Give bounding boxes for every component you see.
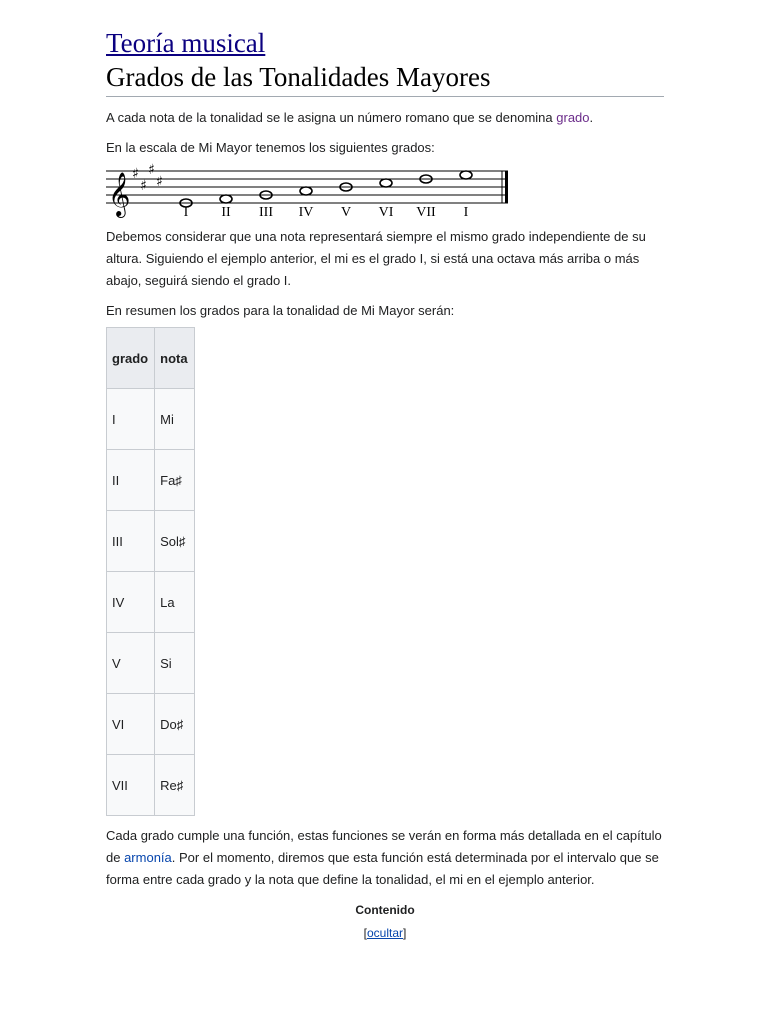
grade-cell: VI (107, 694, 155, 755)
toc-bracket-close: ] (403, 926, 407, 940)
note-cell: Mi (155, 389, 194, 450)
toc-toggle-wrapper (106, 926, 664, 940)
note-cell: Do♯ (155, 694, 194, 755)
toc-bracket-open: [ (363, 926, 367, 940)
degree-label: V (340, 205, 352, 219)
degree-label: III (259, 205, 273, 219)
degree-label: I (183, 205, 189, 219)
grades-table (106, 327, 195, 816)
closing-text: Cada grado cumple una función, estas funciones se verán en forma más detallada en el capítulo de (106, 828, 662, 865)
intro-paragraph-1 (106, 107, 664, 129)
note-cell: Fa♯ (155, 450, 194, 511)
table-row (107, 450, 195, 511)
book-title-link[interactable]: Teoría musical (106, 28, 266, 58)
table-row (107, 511, 195, 572)
barline-thick (505, 171, 508, 203)
degree-label: II (221, 205, 231, 219)
degree-label: VII (416, 205, 436, 219)
grado-link[interactable]: grado (556, 110, 590, 125)
table-row (107, 694, 195, 755)
note-cell: Re♯ (155, 755, 194, 816)
grade-cell: II (107, 450, 155, 511)
whole-note (220, 195, 232, 203)
grade-cell: I (107, 389, 155, 450)
table-row (107, 633, 195, 694)
sharp-icon: ♯ (156, 174, 163, 190)
table-header-row (107, 328, 195, 389)
note-cell: La (155, 572, 194, 633)
summary-paragraph: En resumen los grados para la tonalidad de Mi Mayor serán: (106, 303, 455, 318)
note-cell: Sol♯ (155, 511, 194, 572)
staff-image (106, 163, 514, 219)
whole-note (300, 187, 312, 195)
music-staff (106, 163, 664, 219)
whole-note (380, 179, 392, 187)
intro-paragraph-2: En la escala de Mi Mayor tenemos los siguientes grados: (106, 140, 435, 155)
table-row (107, 389, 195, 450)
sharp-icon: ♯ (140, 178, 147, 194)
table-row (107, 755, 195, 816)
toc-title: Contenido (355, 903, 415, 917)
treble-clef-icon: 𝄞 (108, 172, 131, 216)
intro-text-end: . (589, 110, 594, 125)
grade-cell: IV (107, 572, 155, 633)
article (106, 26, 664, 940)
toc-hide-link[interactable]: ocultar (366, 926, 404, 940)
header-grado: grado (107, 328, 155, 389)
degree-label: I (463, 205, 469, 219)
grade-cell: V (107, 633, 155, 694)
closing-text-end: . Por el momento, diremos que esta función está determinada por el intervalo que se forma entre cada grado y la nota que define la tonalidad, el mi en el ejemplo anterior. (106, 850, 659, 887)
sharp-icon: ♯ (148, 163, 155, 178)
grade-cell: VII (107, 755, 155, 816)
intro-text: A cada nota de la tonalidad se le asigna un número romano que se denomina (106, 110, 557, 125)
explanation-paragraph: Debemos considerar que una nota representará siempre el mismo grado independiente de su altura. Siguiendo el ejemplo anterior, el mi es el grado I, si está una octava más arriba o más abajo, seguirá siendo el grado I. (106, 229, 646, 288)
header-nota: nota (155, 328, 194, 389)
table-row (107, 572, 195, 633)
grade-cell: III (107, 511, 155, 572)
sharp-icon: ♯ (132, 166, 139, 182)
closing-paragraph (106, 825, 664, 891)
degree-label: IV (298, 205, 314, 219)
page-title: Grados de las Tonalidades Mayores (106, 60, 664, 97)
degree-label: VI (378, 205, 394, 219)
whole-note (460, 171, 472, 179)
armonia-link[interactable]: armonía (124, 850, 172, 865)
note-cell: Si (155, 633, 194, 694)
